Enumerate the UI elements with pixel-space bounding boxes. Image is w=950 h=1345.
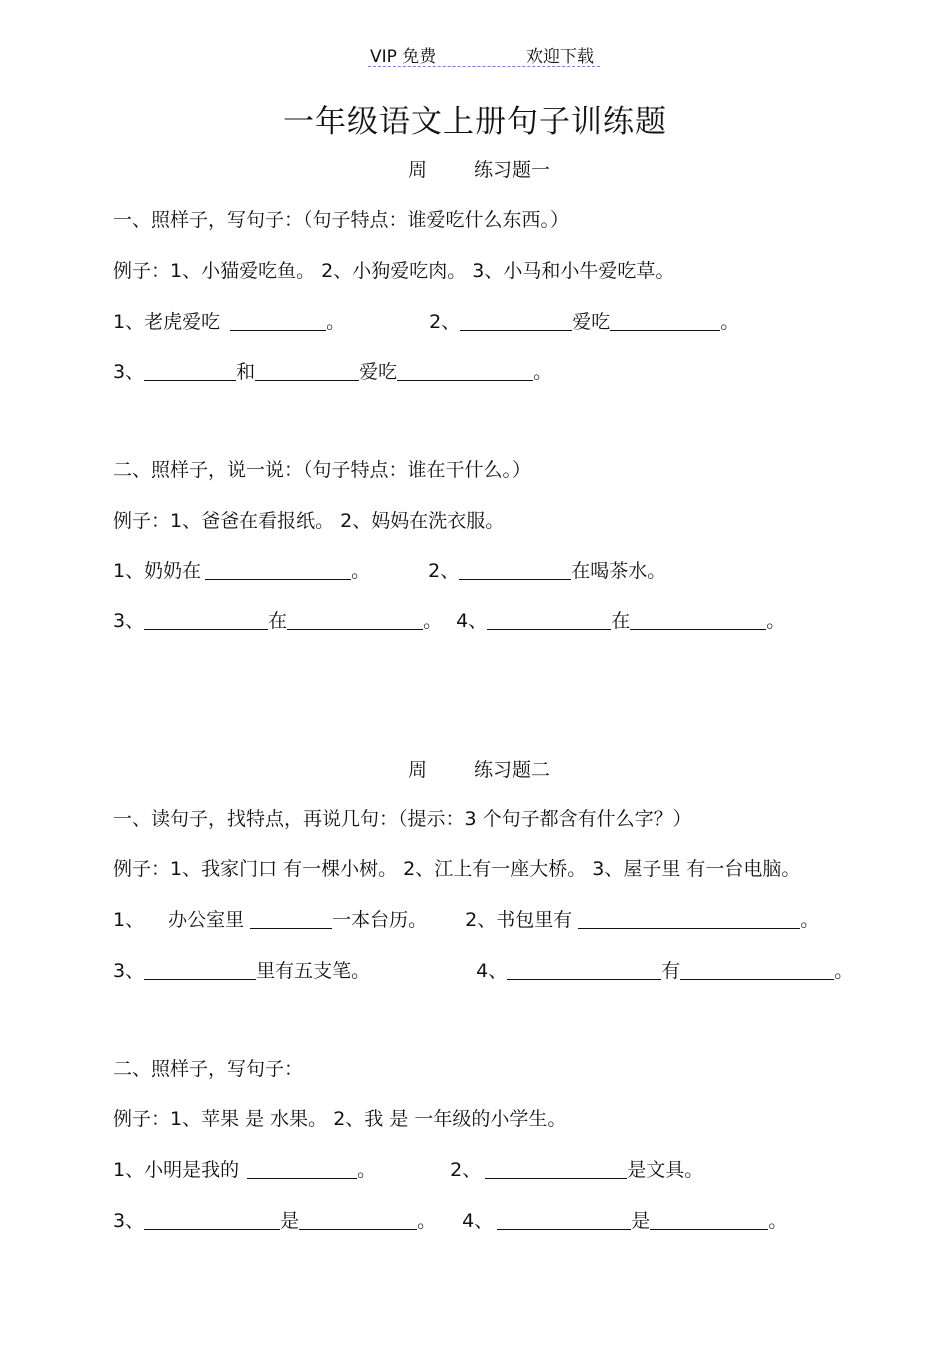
question-row: 1、奶奶在 。 2、 在喝茶水。 (113, 560, 667, 582)
week-label: 周 (408, 159, 428, 181)
week-label: 周 (408, 759, 428, 781)
example-line: 例子：1、爸爸在看报纸。 2、妈妈在洗衣服。 (113, 510, 505, 532)
answer-blank[interactable] (144, 361, 236, 381)
exercise-two-heading (408, 755, 550, 782)
answer-blank[interactable] (507, 960, 661, 980)
answer-blank[interactable] (680, 960, 834, 980)
question-row: 3、 里有五支笔。 4、 有 。 (113, 960, 854, 982)
exercise-name: 练习题二 (474, 759, 551, 781)
question-row: 3、 和 爱吃 。 (113, 361, 553, 383)
vip-free-label: VIP 免费 (370, 47, 437, 67)
question-row: 3、 在 。 4、 在 。 (113, 610, 786, 632)
answer-blank[interactable] (460, 311, 572, 331)
answer-blank[interactable] (459, 560, 571, 580)
section-heading: 一、照样子，写句子：（句子特点：谁爱吃什么东西。） (113, 209, 570, 231)
answer-blank[interactable] (610, 311, 720, 331)
answer-blank[interactable] (144, 1210, 280, 1230)
answer-blank[interactable] (630, 610, 766, 630)
answer-blank[interactable] (497, 1210, 631, 1230)
answer-blank[interactable] (578, 909, 800, 929)
exercise-name: 练习题一 (474, 159, 551, 181)
answer-blank[interactable] (485, 1159, 627, 1179)
answer-blank[interactable] (144, 960, 256, 980)
answer-blank[interactable] (250, 909, 332, 929)
question-row: 1、 办公室里 一本台历。 2、书包里有 。 (113, 909, 820, 931)
answer-blank[interactable] (247, 1159, 357, 1179)
answer-blank[interactable] (255, 361, 359, 381)
answer-blank[interactable] (144, 610, 268, 630)
section-heading: 二、照样子，写句子： (113, 1058, 304, 1080)
example-line: 例子：1、苹果 是 水果。 2、我 是 一年级的小学生。 (113, 1108, 567, 1130)
welcome-download-label: 欢迎下载 (526, 47, 594, 67)
answer-blank[interactable] (299, 1210, 417, 1230)
answer-blank[interactable] (650, 1210, 768, 1230)
answer-blank[interactable] (205, 560, 351, 580)
section-heading: 一、读句子，找特点，再说几句：（提示：3 个句子都含有什么字？） (113, 808, 692, 830)
question-row: 1、老虎爱吃 。 2、 爱吃 。 (113, 311, 740, 333)
answer-blank[interactable] (230, 311, 326, 331)
answer-blank[interactable] (287, 610, 423, 630)
question-row: 1、小明是我的 。 2、 是文具。 (113, 1159, 704, 1181)
answer-blank[interactable] (397, 361, 533, 381)
download-header (368, 42, 600, 67)
example-line: 例子：1、我家门口 有一棵小树。 2、江上有一座大桥。 3、屋子里 有一台电脑。 (113, 858, 801, 880)
question-row: 3、 是 。 4、 是 。 (113, 1210, 788, 1232)
answer-blank[interactable] (487, 610, 611, 630)
exercise-one-heading (408, 155, 550, 182)
example-line: 例子：1、小猫爱吃鱼。 2、小狗爱吃肉。 3、小马和小牛爱吃草。 (113, 260, 675, 282)
section-heading: 二、照样子，说一说：（句子特点：谁在干什么。） (113, 459, 532, 481)
page-title: 一年级语文上册句子训练题 (283, 104, 667, 140)
